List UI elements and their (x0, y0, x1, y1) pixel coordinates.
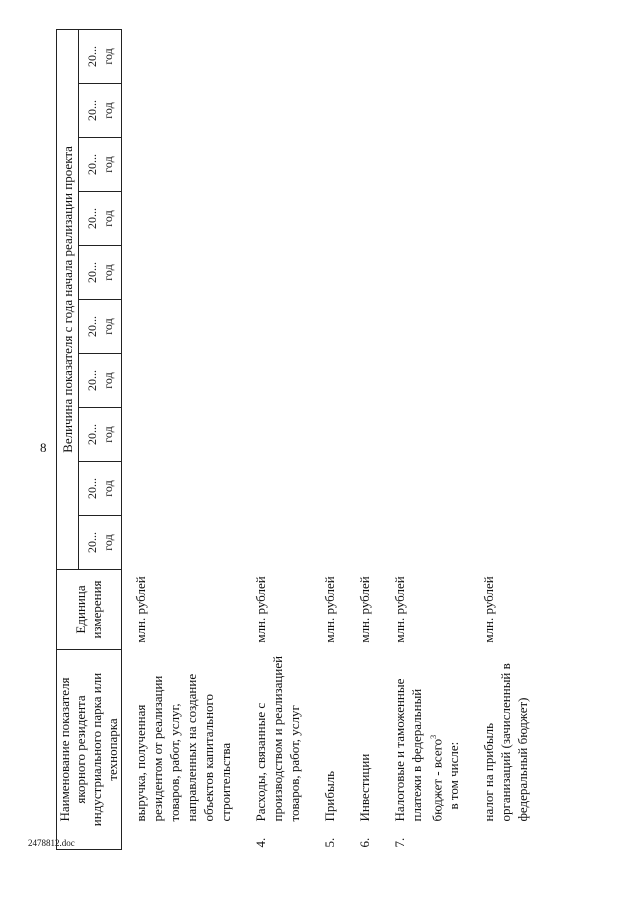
table-row (122, 29, 253, 849)
header-year-cell (79, 461, 122, 515)
footnote-marker: 3 (429, 734, 438, 739)
header-unit-cell: Единица измерения (57, 569, 122, 649)
row-number (480, 824, 549, 850)
year-cell-line: год (101, 210, 116, 227)
page-number: 8 (40, 440, 47, 455)
row-indicator-name (356, 649, 391, 823)
row-unit: млн. рублей (357, 576, 372, 643)
row-unit: млн. рублей (481, 576, 497, 643)
footer-filename: 2478812.doc (28, 838, 75, 848)
year-cell-line: год (101, 156, 116, 173)
year-cell-line: 20... (85, 153, 100, 175)
year-cell-line: год (101, 480, 116, 497)
year-cell-line: 20... (85, 45, 100, 67)
header-year-cell (79, 407, 122, 461)
row-indicator-name (391, 649, 480, 823)
row-name-text: налог на прибыль организаций (зачисленный в федеральный бюджет) (481, 663, 531, 822)
year-cell-line: 20... (85, 477, 100, 499)
row-indicator-name (321, 649, 356, 823)
row-unit: млн. рублей (253, 576, 268, 643)
table-row (480, 29, 549, 849)
year-cell-line: 20... (85, 369, 100, 391)
header-year-cell (79, 29, 122, 83)
row-values-empty (480, 29, 549, 569)
year-cell-line: 20... (85, 207, 100, 229)
row-number: 4. (253, 837, 268, 848)
year-cell-line: год (101, 426, 116, 443)
row-name-text: Налоговые и таможенные платежи в федеральный бюджет - всего (392, 678, 445, 822)
row-unit: млн. рублей (392, 576, 407, 643)
year-cell-line: год (101, 318, 116, 335)
indicator-table (56, 29, 549, 850)
year-cell-line: год (101, 372, 116, 389)
year-cell-line: год (101, 102, 116, 119)
row-values-empty (391, 29, 480, 569)
year-cell-line: 20... (85, 99, 100, 121)
row-name-text: Инвестиции (357, 753, 372, 822)
year-cell-line: 20... (85, 531, 100, 553)
header-year-cell (79, 137, 122, 191)
row-unit: млн. рублей (133, 576, 148, 643)
row-indicator-name (480, 649, 549, 823)
row-values-empty (321, 29, 356, 569)
year-cell-line: год (101, 48, 116, 65)
row-name-text: Расходы, связанные с производством и реализацией товаров, работ, услуг (253, 655, 302, 822)
year-cell-line: 20... (85, 261, 100, 283)
rotated-page (56, 30, 616, 850)
header-year-cell (79, 191, 122, 245)
header-row-1 (57, 29, 79, 849)
header-year-cell (79, 353, 122, 407)
row-unit: млн. рублей (322, 576, 337, 643)
header-name-cell: Наименование показателя якорного резидента индустриального парка или технопарка (57, 649, 122, 849)
header-group-cell: Величина показателя с года начала реализации проекта (57, 29, 79, 569)
row-values-empty (252, 29, 321, 569)
year-cell-line: год (101, 264, 116, 281)
row-indicator-name (122, 649, 253, 823)
row-indicator-name (252, 649, 321, 823)
table-row (356, 29, 391, 849)
row-values-empty (122, 29, 253, 569)
year-cell-line: 20... (85, 315, 100, 337)
table-header (57, 29, 122, 849)
header-year-cell (79, 515, 122, 569)
header-year-cell (79, 83, 122, 137)
header-year-cell (79, 299, 122, 353)
table-row (252, 29, 321, 849)
table-body (122, 29, 550, 849)
row-number: 7. (392, 837, 407, 848)
header-year-cell (79, 245, 122, 299)
row-number: 6. (357, 837, 372, 848)
row-number (122, 824, 253, 850)
table-row (321, 29, 356, 849)
row-subtitle: в том числе: (446, 741, 462, 810)
row-values-empty (356, 29, 391, 569)
row-number: 5. (322, 837, 337, 848)
row-name-text: Прибыль (322, 770, 337, 822)
table-row (391, 29, 480, 849)
year-cell-line: год (101, 534, 116, 551)
year-cell-line: 20... (85, 423, 100, 445)
row-name-text: выручка, полученная резидентом от реализации товаров, работ, услуг, направленных на создание объектов капитального строительства (133, 673, 233, 822)
